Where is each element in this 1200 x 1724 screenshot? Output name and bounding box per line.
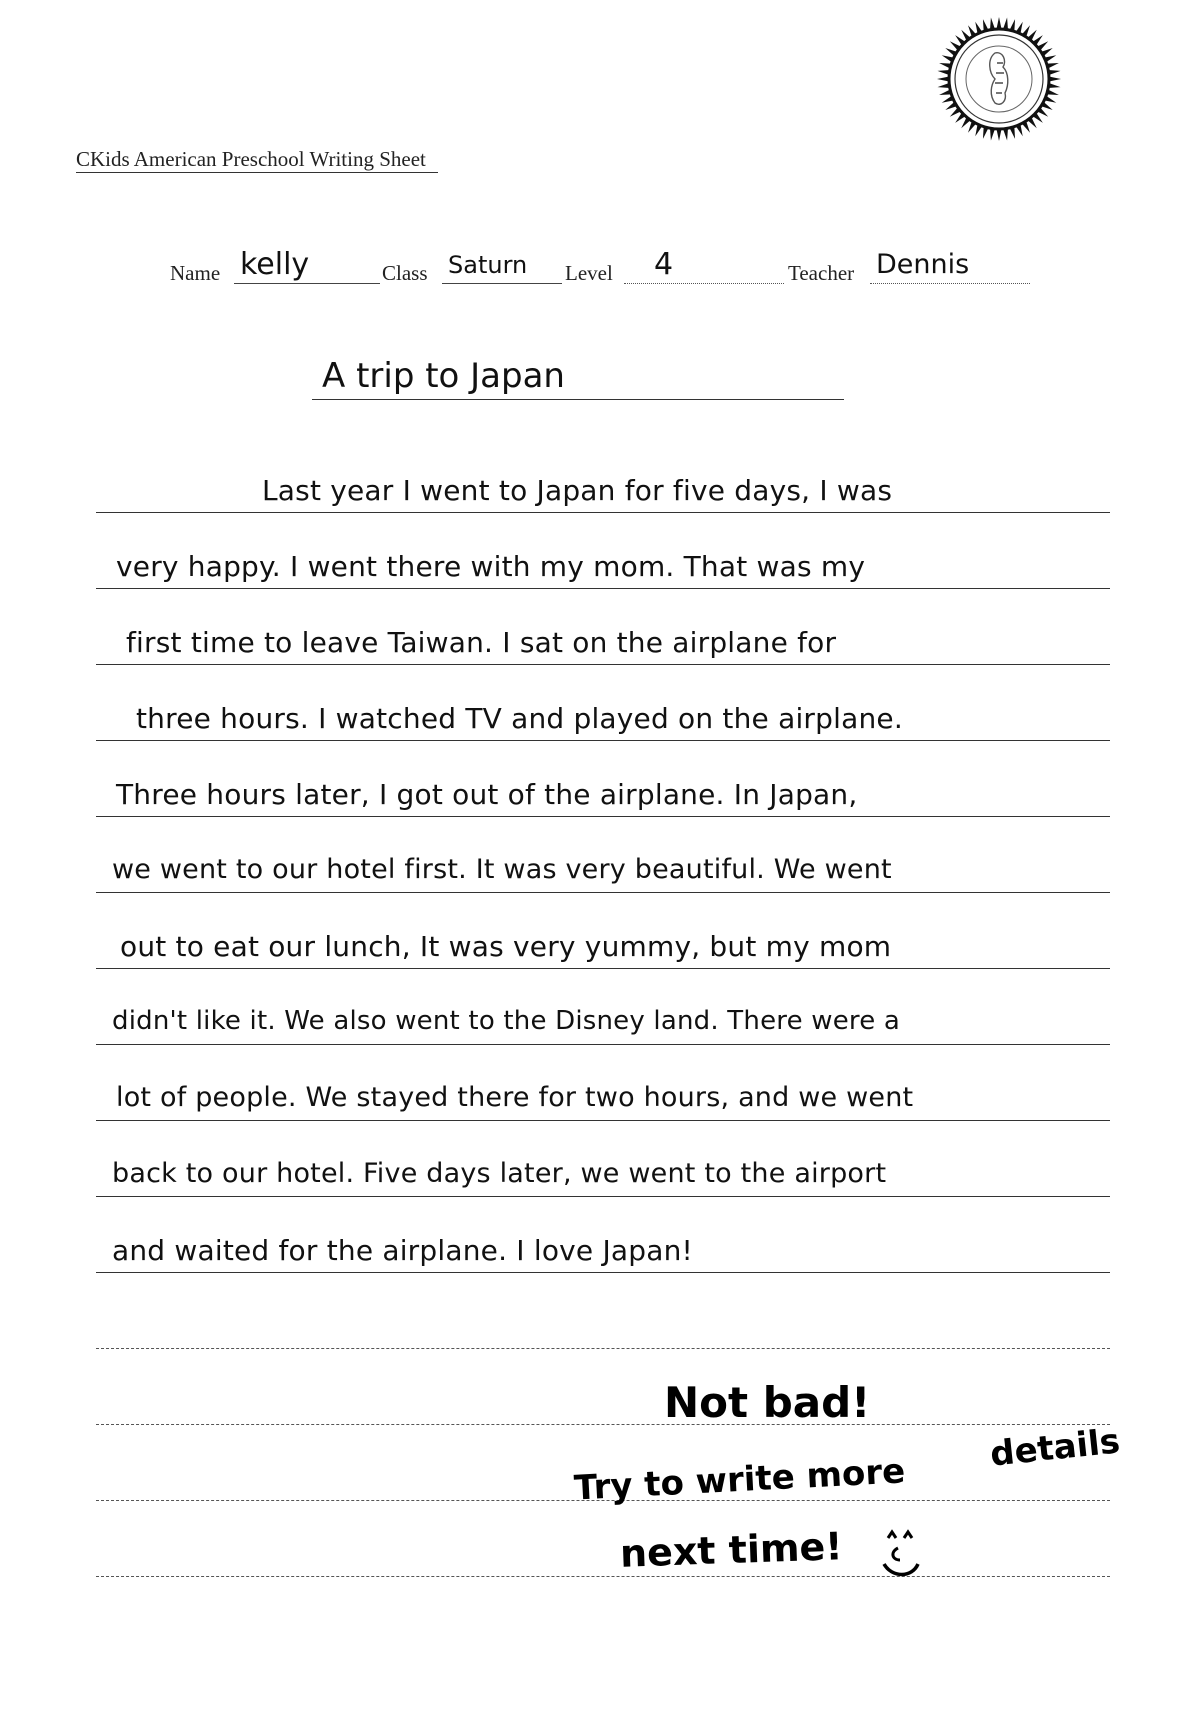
school-seal-icon — [934, 14, 1064, 144]
class-label: Class — [382, 261, 428, 285]
name-label: Name — [170, 261, 221, 285]
essay-line: three hours. I watched TV and played on the airplane. — [136, 702, 903, 735]
ruled-line — [96, 664, 1110, 665]
essay-title: A trip to Japan — [312, 356, 844, 400]
ruled-line — [96, 740, 1110, 741]
essay-line: and waited for the airplane. I love Japan! — [112, 1234, 693, 1267]
sheet-title: CKids American Preschool Writing Sheet — [76, 146, 438, 173]
level-value: 4 — [624, 248, 784, 284]
teacher-comment-line1: Not bad! — [664, 1378, 871, 1427]
essay-line: didn't like it. We also went to the Disney land. There were a — [112, 1006, 901, 1036]
seal-ray — [997, 129, 1002, 141]
essay-line: out to eat our lunch, It was very yummy, but my mom — [120, 930, 892, 963]
ruled-line — [96, 512, 1110, 513]
smiley-face-icon — [878, 1528, 924, 1580]
teacher-comment-line2: Try to write more — [573, 1451, 907, 1509]
ruled-line — [96, 816, 1110, 817]
ruled-line — [96, 1044, 1110, 1045]
empty-ruled-line — [96, 1348, 1110, 1349]
level-label: Level — [565, 261, 613, 285]
teacher-comment-line3: next time! — [619, 1524, 844, 1576]
ruled-line — [96, 968, 1110, 969]
essay-line: very happy. I went there with my mom. That was my — [116, 550, 866, 583]
teacher-value: Dennis — [870, 248, 1030, 284]
class-value: Saturn — [442, 248, 562, 284]
essay-line: back to our hotel. Five days later, we went to the airport — [112, 1158, 887, 1189]
seal-ray — [937, 77, 949, 82]
empty-ruled-line — [96, 1424, 1110, 1425]
teacher-comment-line2-end: details — [988, 1421, 1122, 1475]
empty-ruled-line — [96, 1576, 1110, 1577]
ruled-line — [96, 892, 1110, 893]
ruled-line — [96, 1272, 1110, 1273]
essay-line: lot of people. We stayed there for two hours, and we went — [116, 1082, 914, 1113]
seal-ray — [1049, 77, 1061, 82]
essay-line: Last year I went to Japan for five days, I was — [262, 474, 893, 507]
essay-line: we went to our hotel first. It was very beautiful. We went — [112, 854, 892, 885]
ruled-line — [96, 1196, 1110, 1197]
ruled-line — [96, 588, 1110, 589]
seal-ray — [997, 17, 1002, 29]
ruled-line — [96, 1120, 1110, 1121]
essay-line: first time to leave Taiwan. I sat on the airplane for — [126, 626, 837, 659]
teacher-label: Teacher — [788, 261, 855, 285]
essay-line: Three hours later, I got out of the airplane. In Japan, — [116, 778, 858, 811]
name-value: kelly — [234, 248, 380, 284]
